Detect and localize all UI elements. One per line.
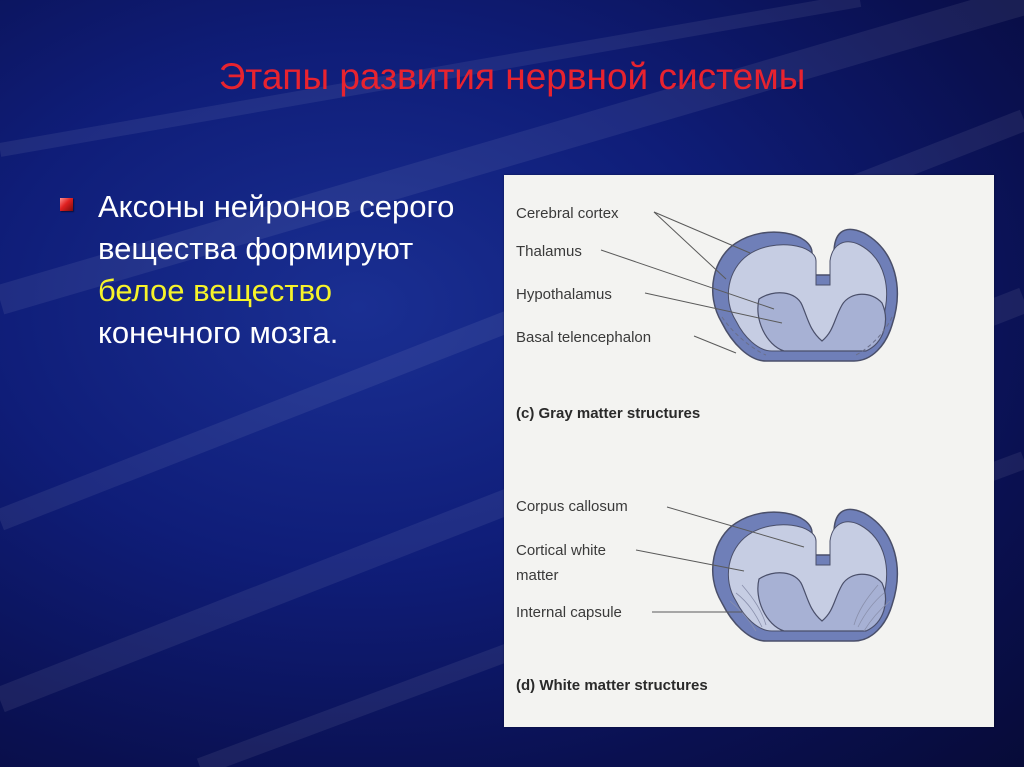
bullet-text: [98, 186, 490, 354]
panel-c: [516, 205, 897, 422]
bullet-point: [60, 186, 490, 354]
bullet-line-4: конечного мозга.: [98, 315, 339, 350]
label-thalamus: Thalamus: [516, 243, 582, 260]
bullet-square-icon: [60, 198, 73, 211]
bullet-line-2: вещества формируют: [98, 231, 414, 266]
label-cerebral-cortex: Cerebral cortex: [516, 205, 619, 222]
slide-title: Этапы развития нервной системы: [218, 56, 806, 97]
panel-d: [516, 498, 897, 694]
label-cortical-white: Cortical white: [516, 542, 607, 559]
label-matter: matter: [516, 567, 559, 584]
bullet-line-1: Аксоны нейронов серого: [98, 189, 455, 224]
caption-panel-d: (d) White matter structures: [516, 677, 708, 694]
brain-diagram: [504, 175, 994, 727]
label-hypothalamus: Hypothalamus: [516, 286, 612, 303]
bullet-highlight: белое вещество: [98, 273, 332, 308]
brain-section-white-matter: [713, 509, 898, 641]
brain-diagram-figure: [504, 175, 994, 727]
label-basal-telencephalon: Basal telencephalon: [516, 329, 652, 346]
label-internal-capsule: Internal capsule: [516, 604, 622, 621]
caption-panel-c: (c) Gray matter structures: [516, 405, 701, 422]
label-corpus-callosum: Corpus callosum: [516, 498, 628, 515]
